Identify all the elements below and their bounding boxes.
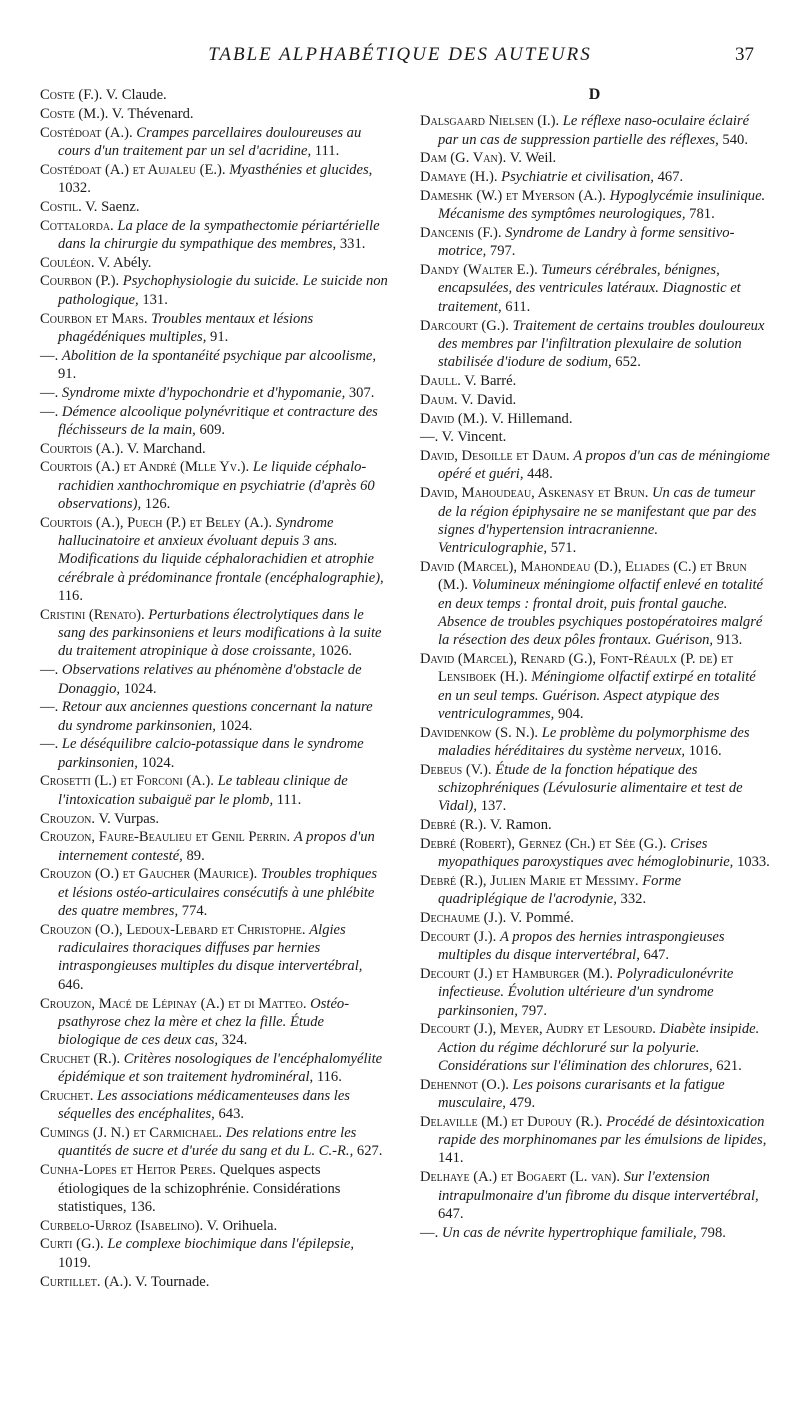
entry-author: Debré (Robert), Gernez (Ch.) et Sée (G.). [420, 835, 667, 852]
index-entry [420, 1076, 770, 1113]
entry-reference: 571. [550, 540, 577, 557]
entry-author: —. [40, 699, 59, 716]
entry-reference: V. Ramon. [489, 817, 552, 834]
entry-title: Retour aux anciennes questions concernant la nature du syndrome parkinsonien, [58, 699, 373, 734]
entry-author: Costil. [40, 198, 82, 215]
entry-reference: 111. [276, 791, 302, 808]
entry-reference: 1024. [219, 717, 253, 734]
entry-title: Un cas de tumeur de la région épiphysaire ne se manifestant que par des signes d'hypertension intracranienne. Ventriculographie, [438, 485, 757, 557]
entry-author: Coste (F.). [40, 87, 103, 103]
entry-author: Crouzon, Macé de Lépinay (A.) et di Matteo. [40, 995, 307, 1012]
left-column [40, 86, 390, 1291]
entry-author: David, Desoille et Daum. [420, 448, 570, 465]
entry-title: Perturbations électrolytiques dans le sang des parkinsoniens et leurs modifications à la suite du traitement atropinique à dose croissante, [58, 606, 382, 660]
index-entry [40, 86, 390, 104]
index-entry [420, 261, 770, 316]
entry-author: Debré (R.), Julien Marie et Messimy. [420, 872, 639, 889]
entry-author: Delaville (M.) et Dupouy (R.). [420, 1113, 603, 1130]
entry-reference: 116. [316, 1069, 342, 1086]
index-entry [420, 1168, 770, 1223]
entry-reference: 609. [199, 421, 226, 438]
entry-reference: V. Pommé. [509, 910, 574, 927]
entry-reference: 647. [643, 947, 670, 964]
entry-title: Les poisons curarisants et la fatigue musculaire, [438, 1076, 725, 1112]
index-entry [40, 347, 390, 384]
entry-author: —. [420, 429, 439, 446]
entry-title: Psychophysiologie du suicide. Le suicide non pathologique, [58, 273, 388, 308]
index-entry [420, 428, 770, 446]
index-entry [40, 865, 390, 920]
entry-author: Crosetti (L.) et Forconi (A.). [40, 773, 214, 790]
entry-author: Darcourt (G.). [420, 317, 509, 334]
entry-author: David (Marcel), Mahondeau (D.), Eliades (C.) et Brun (M.). [420, 558, 747, 594]
entry-author: Debré (R.). [420, 817, 487, 834]
entry-author: Courtois (A.) et André (Mlle Yv.). [40, 459, 250, 476]
index-entry [40, 310, 390, 347]
entry-reference: 1032. [58, 179, 91, 196]
index-entry [420, 372, 770, 390]
entry-author: —. [40, 736, 59, 753]
entry-reference: 91. [210, 328, 229, 345]
entry-author: Courbon (P.). [40, 273, 120, 290]
index-entry [420, 410, 770, 428]
entry-author: Dancenis (F.). [420, 225, 502, 242]
entry-author: Courtois (A.). [40, 440, 124, 457]
entry-reference: 116. [58, 588, 83, 605]
entry-reference: 797. [489, 243, 516, 260]
section-letter: D [588, 86, 602, 103]
index-entry [420, 484, 770, 557]
entry-reference: 111. [314, 142, 340, 159]
entry-title: La place de la sympathectomie périartérielle dans la chirurgie du sympathique des membres, [58, 217, 380, 252]
entry-reference: 126. [144, 496, 171, 513]
index-entry [420, 724, 770, 761]
entry-reference: 137. [480, 798, 507, 815]
entry-title: Abolition de la spontanéité psychique par alcoolisme, [61, 347, 377, 364]
entry-author: —. [40, 662, 59, 679]
entry-reference: 91. [58, 365, 77, 382]
entry-reference: 913. [716, 632, 743, 649]
entry-author: Dechaume (J.). [420, 910, 507, 927]
index-entry [40, 810, 390, 828]
entry-title: Le complexe biochimique dans l'épilepsie, [107, 1236, 355, 1253]
entry-reference: 324. [221, 1032, 248, 1049]
index-entry [420, 558, 770, 649]
entry-title: Observations relatives au phénomène d'obstacle de Donaggio, [58, 662, 362, 697]
entry-reference: 1033. [736, 854, 770, 871]
entry-title: Troubles trophiques et lésions ostéo-articulaires consécutifs à une phlébite des quatre membres, [58, 866, 378, 920]
index-entry [40, 1161, 390, 1216]
entry-title: Le problème du polymorphisme des maladies héréditaires du système nerveux, [438, 724, 750, 759]
entry-author: Daum. [420, 391, 458, 408]
entry-title: Hypoglycémie insulinique. Mécanisme des symptômes neurologiques, [438, 187, 766, 223]
entry-author: Courbon et Mars. [40, 310, 148, 327]
entry-reference: 1024. [141, 754, 175, 771]
entry-author: David (M.). [420, 410, 488, 427]
index-entry [40, 458, 390, 513]
entry-reference: 448. [527, 466, 553, 483]
index-entry [420, 761, 770, 816]
entry-author: Cottalorda. [40, 217, 114, 234]
entry-author: Curti (G.). [40, 1236, 104, 1253]
index-entry [40, 1087, 390, 1124]
page-number: 37 [735, 44, 754, 65]
index-entry [40, 514, 390, 605]
entry-title: Volumineux méningiome olfactif enlevé en totalité en deux temps : frontal droit, puis frontal gauche. Absence de troubles psychiques postopératoires malgré la résection des deux pôles frontaux. Guérison, [438, 577, 764, 649]
entry-author: —. [40, 347, 59, 364]
index-entry [420, 965, 770, 1020]
entry-reference: 1019. [58, 1254, 91, 1271]
entry-reference: 774. [181, 903, 208, 920]
entry-title: Algies radiculaires thoraciques diffuses par hernies intraspongieuses multiples du disque intervertébral, [58, 921, 363, 975]
entry-title: Syndrome hallucinatoire et anxieux évoluant depuis 3 ans. Modifications du liquide céphalorachidien et atrophie cérébrale à prédominance frontale (encéphalographie), [58, 514, 384, 586]
index-entry [420, 112, 770, 149]
entry-title: Sur l'extension intrapulmonaire d'un fibrome du disque intervertébral, [438, 1169, 759, 1204]
entry-reference: 627. [356, 1143, 383, 1160]
index-entry [40, 161, 390, 198]
index-entry [40, 217, 390, 254]
index-entry [40, 440, 390, 458]
entry-author: Cruchet. [40, 1088, 94, 1105]
index-entry [420, 872, 770, 909]
entry-author: Dalsgaard Nielsen (I.). [420, 113, 560, 130]
entry-reference: V. Weil. [509, 150, 557, 167]
index-entry [420, 816, 770, 834]
entry-reference: V. Barré. [464, 372, 517, 389]
entry-author: Curbelo-Urroz (Isabelino). [40, 1217, 204, 1234]
entry-reference: V. David. [460, 391, 517, 408]
entry-author: Courtois (A.), Puech (P.) et Beley (A.). [40, 514, 272, 531]
index-entry [420, 317, 770, 372]
index-entry [40, 735, 390, 772]
index-entry [40, 403, 390, 440]
entry-author: Crouzon (O.) et Gaucher (Maurice). [40, 866, 258, 883]
entry-reference: V. Orihuela. [206, 1217, 278, 1234]
entry-author: David, Mahoudeau, Askenasy et Brun. [420, 485, 649, 502]
entry-reference: 652. [615, 354, 641, 371]
entry-author: Daull. [420, 372, 461, 389]
entry-reference: 467. [657, 169, 684, 186]
entry-title: Psychiatrie et civilisation, [501, 169, 654, 186]
entry-title: Procédé de désintoxication rapide des morphinomanes par les émulsions de lipides, [438, 1113, 767, 1149]
entry-reference: 611. [505, 298, 531, 315]
right-column [420, 86, 770, 1242]
index-entry [40, 828, 390, 865]
index-entry [420, 1113, 770, 1168]
entry-author: Dehennot (O.). [420, 1076, 509, 1093]
index-entry [40, 1050, 390, 1087]
entry-reference: Quelques aspects étiologiques de la schizophrénie. Considérations statistiques, 136. [58, 1162, 341, 1215]
entry-title: Le liquide céphalo-rachidien xanthochromique en psychiatrie (d'après 60 observations), [58, 459, 375, 513]
entry-author: —. [40, 384, 59, 401]
entry-title: A propos d'un cas de méningiome opéré et guéri, [438, 448, 770, 483]
entry-title: Un cas de névrite hypertrophique familiale, [441, 1224, 697, 1241]
entry-author: Cruchet (R.). [40, 1050, 121, 1067]
right-column-entries [420, 112, 770, 1242]
entry-title: Syndrome mixte d'hypochondrie et d'hypomanie, [61, 384, 346, 401]
entry-title: Diabète insipide. Action du régime déchloruré sur la polyurie. Considérations sur l'élimination des chlorures, [438, 1021, 760, 1074]
entry-author: —. [420, 1224, 439, 1241]
entry-reference: 332. [620, 891, 647, 908]
entry-reference: 647. [438, 1205, 464, 1222]
entry-author: Coste (M.). [40, 105, 109, 122]
entry-reference: 643. [218, 1106, 245, 1123]
entry-title: A propos d'un internement contesté, [58, 829, 375, 864]
entry-author: Davidenkow (S. N.). [420, 724, 539, 741]
entry-reference: 621. [716, 1057, 742, 1074]
index-entry [40, 606, 390, 661]
index-entry [40, 772, 390, 809]
entry-reference: 307. [348, 384, 375, 401]
running-title: TABLE ALPHABÉTIQUE DES AUTEURS [208, 44, 592, 65]
entry-reference: 1026. [319, 643, 353, 660]
entry-reference: 479. [509, 1095, 536, 1112]
entry-author: David (Marcel), Renard (G.), Font-Réaulx (P. de) et Lensiboek (H.). [420, 650, 734, 686]
entry-reference: V. Thévenard. [111, 105, 194, 122]
entry-title: Le déséquilibre calcio-potassique dans le syndrome parkinsonien, [58, 736, 364, 771]
entry-author: Costédoat (A.) et Aujaleu (E.). [40, 161, 226, 178]
entry-reference: V. Vincent. [441, 429, 507, 446]
entry-author: Couléon. [40, 254, 95, 271]
index-entry [420, 835, 770, 872]
entry-reference: V. Claude. [105, 87, 167, 103]
entry-author: Crouzon (O.), Ledoux-Lebard et Christophe. [40, 921, 306, 938]
index-entry [40, 198, 390, 216]
entry-author: Costédoat (A.). [40, 124, 133, 141]
entry-title: Syndrome de Landry à forme sensitivo-motrice, [438, 225, 735, 260]
entry-author: Decourt (J.) et Hamburger (M.). [420, 965, 614, 982]
entry-author: Debeus (V.). [420, 761, 492, 778]
entry-reference: 904. [557, 705, 584, 722]
index-entry [40, 995, 390, 1050]
entry-reference: 131. [142, 291, 168, 308]
entry-reference: 797. [521, 1002, 548, 1019]
entry-author: Decourt (J.), Meyer, Audry et Lesourd. [420, 1021, 656, 1038]
index-entry [420, 909, 770, 927]
index-entry [420, 168, 770, 186]
entry-title: Des relations entre les quantités de sucre et d'urée du sang et du L. C.-R., [58, 1125, 357, 1160]
entry-title: Crampes parcellaires douloureuses au cours d'un traitement par un sel d'acridine, [58, 124, 362, 159]
page-header [0, 44, 800, 72]
entry-title: Étude de la fonction hépatique des schizophréniques (Lévulosurie alimentaire et test de Vidal), [438, 761, 743, 815]
entry-reference: 141. [438, 1150, 464, 1167]
entry-reference: 646. [58, 976, 84, 993]
entry-author: Dameshk (W.) et Myerson (A.). [420, 187, 606, 204]
entry-reference: V. Saenz. [85, 198, 140, 215]
index-entry [40, 1235, 390, 1272]
index-entry [40, 105, 390, 123]
entry-author: Decourt (J.). [420, 928, 497, 945]
entry-author: Dandy (Walter E.). [420, 262, 538, 279]
index-entry [40, 1273, 390, 1291]
index-entry [40, 698, 390, 735]
index-entry [40, 254, 390, 272]
entry-reference: V. Vurpas. [98, 810, 160, 827]
entry-title: Démence alcoolique polynévritique et contracture des fléchisseurs de la main, [58, 403, 378, 438]
entry-title: Forme quadriplégique de l'acrodynie, [438, 872, 682, 908]
index-entry [40, 384, 390, 402]
entry-reference: 331. [339, 235, 366, 252]
entry-author: Curtillet. (A.). [40, 1273, 132, 1290]
index-entry [40, 661, 390, 698]
entry-title: Tumeurs cérébrales, bénignes, encapsulées, des ventricules latéraux. Diagnostic et traitement, [438, 262, 741, 315]
entry-reference: 798. [700, 1224, 726, 1241]
index-entry [420, 650, 770, 723]
entry-reference: 1016. [688, 742, 722, 759]
entry-reference: V. Tournade. [135, 1273, 210, 1290]
entry-reference: V. Abély. [97, 254, 152, 271]
entry-reference: 89. [186, 847, 205, 864]
index-entry [420, 447, 770, 484]
index-entry [420, 1020, 770, 1075]
index-entry [420, 1224, 770, 1242]
entry-title: A propos des hernies intraspongieuses multiples du disque intervertébral, [438, 928, 725, 964]
entry-reference: 781. [689, 206, 715, 223]
entry-author: Cristini (Renato). [40, 606, 145, 623]
index-entry [40, 1217, 390, 1235]
entry-author: Crouzon, Faure-Beaulieu et Genil Perrin. [40, 829, 291, 846]
entry-title: Le réflexe naso-oculaire éclairé par un cas de suppression partielle des réflexes, [438, 113, 750, 148]
index-entry [40, 1124, 390, 1161]
index-entry [420, 391, 770, 409]
index-entry [40, 272, 390, 309]
entry-title: Critères nosologiques de l'encéphalomyélite épidémique et son traitement hydrominéral, [58, 1050, 383, 1086]
entry-reference: 540. [722, 131, 748, 148]
index-entry [40, 124, 390, 161]
entry-title: Troubles mentaux et lésions phagédéniques multiples, [58, 310, 314, 345]
entry-title: Myasthénies et glucides, [229, 161, 373, 178]
index-entry [420, 224, 770, 261]
entry-author: Dam (G. Van). [420, 150, 507, 167]
entry-title: Polyradiculonévrite infectieuse. Évolution ultérieure d'un syndrome parkinsonien, [438, 965, 734, 1019]
entry-reference: V. Hillemand. [491, 410, 573, 427]
index-entry [420, 928, 770, 965]
entry-author: —. [40, 403, 59, 420]
entry-author: Cunha-Lopes et Heitor Peres. [40, 1162, 217, 1179]
index-entry [420, 149, 770, 167]
index-entry [40, 921, 390, 994]
entry-title: Méningiome olfactif extirpé en totalité en un seul temps. Guérison. Aspect atypique des ventriculogrammes, [438, 669, 756, 722]
entry-title: Les associations médicamenteuses dans les séquelles des encéphalites, [58, 1088, 350, 1123]
entry-title: Ostéo-psathyrose chez la mère et chez la fille. Étude biologique de ces deux cas, [58, 995, 350, 1049]
entry-author: Damaye (H.). [420, 169, 498, 186]
entry-title: Traitement de certains troubles douloureux des membres par l'infiltration plexulaire de solution stabilisée d'iodure de sodium, [438, 317, 765, 371]
index-entry [420, 187, 770, 224]
entry-reference: 1024. [123, 680, 157, 697]
entry-author: Delhaye (A.) et Bogaert (L. van). [420, 1169, 620, 1186]
entry-author: Crouzon. [40, 810, 96, 827]
entry-reference: V. Marchand. [126, 440, 206, 457]
entry-title: Le tableau clinique de l'intoxication subaiguë par le plomb, [58, 773, 348, 808]
entry-author: Cumings (J. N.) et Carmichael. [40, 1125, 223, 1142]
entry-title: Crises myopathiques paroxystiques avec hémoglobinurie, [438, 835, 734, 871]
